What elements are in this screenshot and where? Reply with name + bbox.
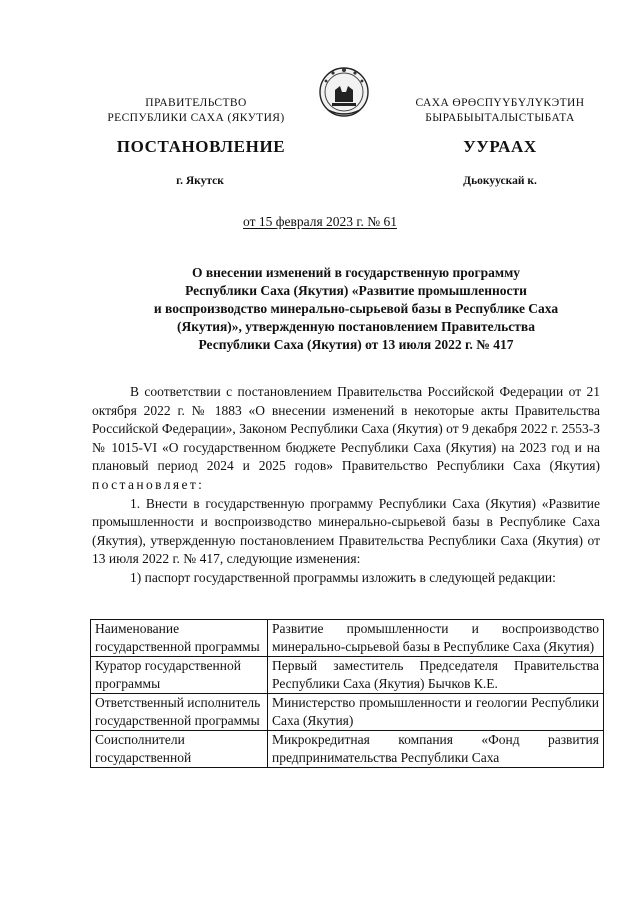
- document-date: [0, 214, 640, 230]
- header-right-line-1: САХА ӨРӨСПҮҮБҮЛҮКЭТИН: [415, 97, 585, 109]
- table-row: [91, 731, 604, 768]
- subject-line-2: Республики Саха (Якутия) «Развитие промышленности: [185, 283, 527, 298]
- table-cell-value: Микрокредитная компания «Фонд развития предпринимательства Республики Саха: [268, 731, 604, 768]
- document-body: [92, 383, 600, 588]
- coat-of-arms-emblem-icon: [318, 62, 370, 122]
- preamble-text: В соответствии с постановлением Правительства Российской Федерации от 21 октября 2022 г. № 1883 «О внесении изменений в некоторые акты Правительства Российской Федерации», Законом Республики Саха (Якутия) от 9 декабря 2022 г. 2553-З № 1015-VI «О государственном бюджете Республики Саха (Якутия) на 2023 год и на плановый период 2024 и 2025 годов» Правительство Республики Саха (Якутия): [92, 384, 600, 474]
- paragraph-item-1: 1. Внести в государственную программу Республики Саха (Якутия) «Развитие промышленности и воспроизводство минерально-сырьевой базы в Республике Саха (Якутия), утвержденную постановлением Правительства Республики Саха (Якутия) от 13 июля 2022 г. № 417, следующие изменения:: [92, 495, 600, 567]
- header-right-line-2: БЫРАБЫЫТАЛЫСТЫБАТА: [425, 112, 575, 124]
- table-row: [91, 694, 604, 731]
- document-date-text: от 15 февраля 2023 г. № 61: [243, 214, 397, 229]
- subject-line-5: Республики Саха (Якутия) от 13 июля 2022 г. № 417: [198, 337, 514, 352]
- table-cell-label: Куратор государственной программы: [91, 657, 268, 694]
- preamble-decree-word: постановляет:: [92, 476, 205, 492]
- table-row: [91, 657, 604, 694]
- subject-line-1: О внесении изменений в государственную программу: [191, 265, 521, 280]
- subject-line-4: (Якутия)», утвержденную постановлением Правительства: [177, 319, 535, 334]
- document-subject: [96, 264, 616, 354]
- table-cell-label: Соисполнители государственной: [91, 731, 268, 768]
- subject-line-3: и воспроизводство минерально-сырьевой базы в Республике Саха: [153, 301, 559, 316]
- table-row: [91, 620, 604, 657]
- program-passport-table: [90, 619, 604, 768]
- table-cell-label: Ответственный исполнитель государственной программы: [91, 694, 268, 731]
- header-left-line-1: ПРАВИТЕЛЬСТВО: [145, 97, 247, 109]
- header-left-organization: [96, 96, 296, 126]
- table-cell-value: Первый заместитель Председателя Правительства Республики Саха (Якутия) Бычков К.Е.: [268, 657, 604, 694]
- document-type-sah: УУРААХ: [463, 137, 537, 156]
- table-cell-value: Развитие промышленности и воспроизводство минерально-сырьевой базы в Республике Саха (Якутия): [268, 620, 604, 657]
- paragraph-preamble: [92, 383, 600, 495]
- header-right-organization: [390, 96, 610, 126]
- city-ru: г. Якутск: [176, 175, 224, 187]
- header-left-line-2: РЕСПУБЛИКИ САХА (ЯКУТИЯ): [107, 112, 285, 124]
- document-type-ru: ПОСТАНОВЛЕНИЕ: [116, 137, 286, 156]
- table-cell-value: Министерство промышленности и геологии Республики Саха (Якутия): [268, 694, 604, 731]
- table-cell-label: Наименование государственной программы: [91, 620, 268, 657]
- paragraph-item-1-1: 1) паспорт государственной программы изложить в следующей редакции:: [130, 569, 556, 585]
- city-sah: Дьокуускай к.: [463, 175, 537, 187]
